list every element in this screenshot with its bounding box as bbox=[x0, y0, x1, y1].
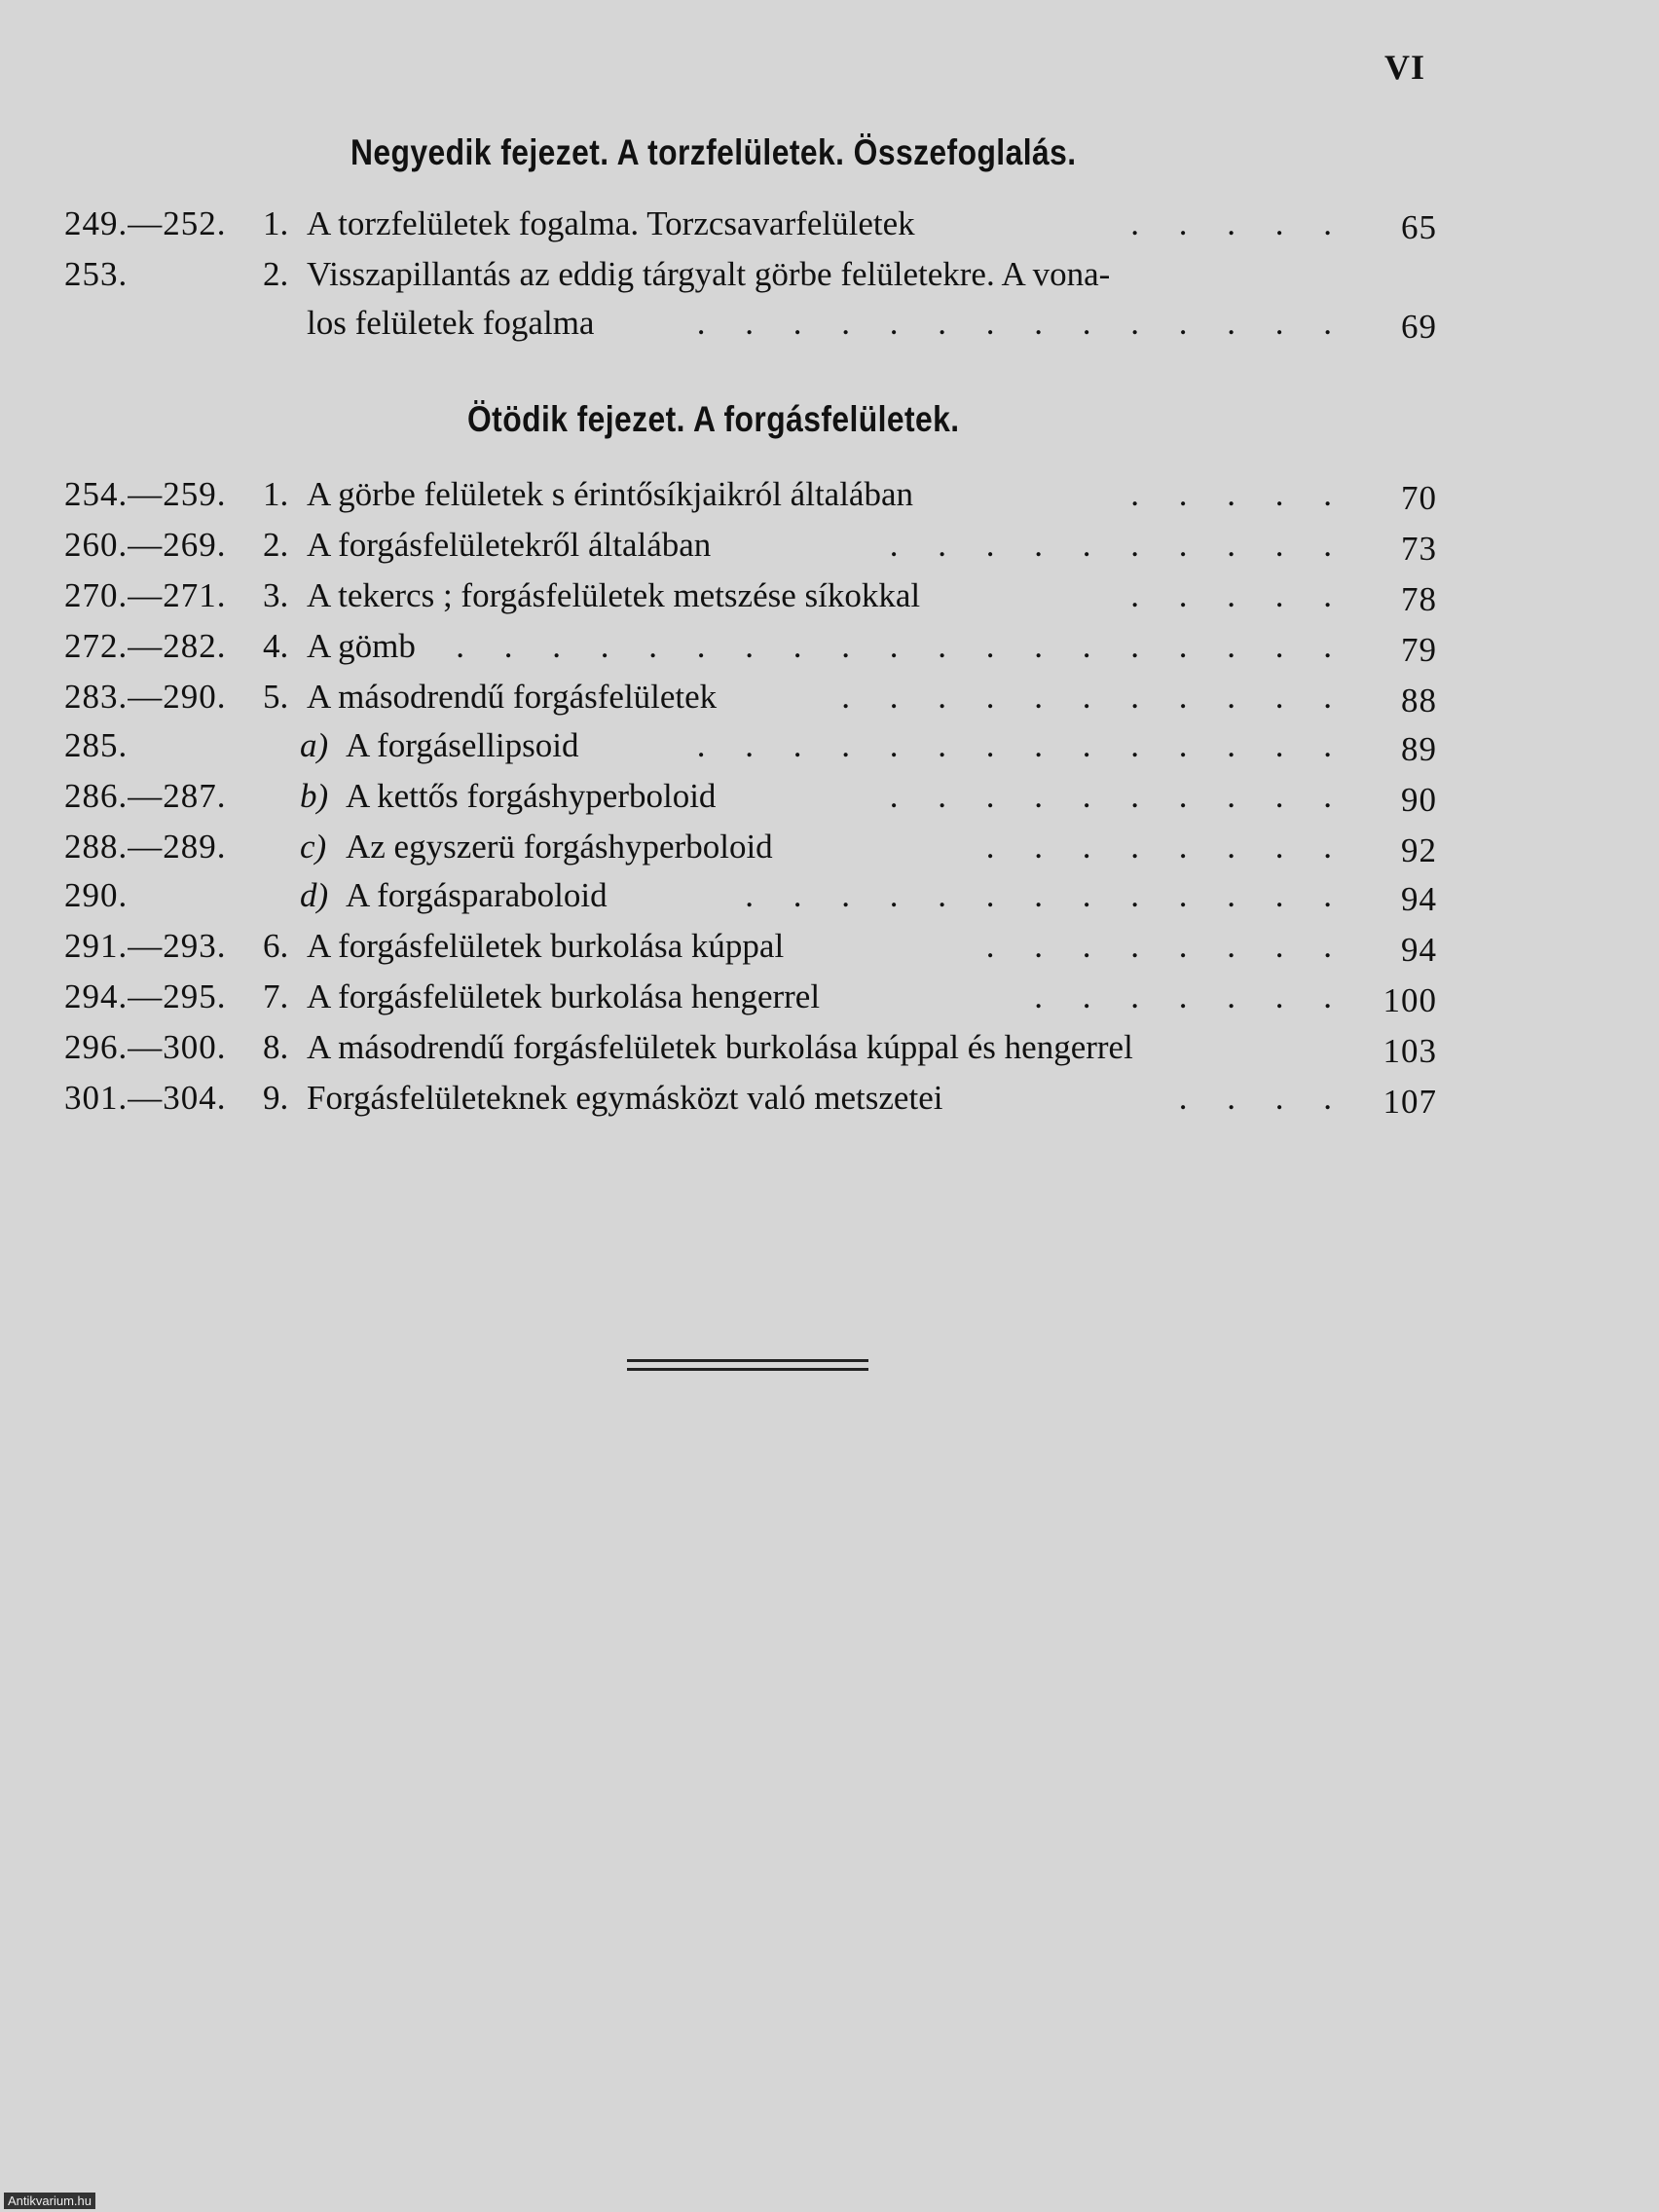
toc-range: 249.—252. bbox=[64, 204, 227, 242]
toc-range: 272.—282. bbox=[64, 627, 227, 665]
toc-leader: . . . . . bbox=[1130, 204, 1347, 242]
toc-page: 107 bbox=[1382, 1083, 1437, 1121]
toc-title: A forgásfelületekről általában bbox=[307, 526, 712, 564]
toc-title: Forgásfelületeknek egymásközt való metszetei bbox=[307, 1079, 943, 1117]
toc-number: 7. bbox=[263, 977, 289, 1015]
toc-entry bbox=[58, 974, 1441, 1020]
toc-title: A kettős forgáshyperboloid bbox=[346, 777, 717, 815]
toc-title: A gömb bbox=[307, 627, 416, 665]
toc-range: 286.—287. bbox=[64, 777, 227, 815]
toc-entry bbox=[58, 773, 1441, 820]
toc-title: A másodrendű forgásfelületek burkolása kúppal és hengerrel bbox=[307, 1028, 1133, 1066]
toc-entry bbox=[58, 824, 1441, 870]
toc-number: 8. bbox=[263, 1028, 289, 1066]
chapter-heading-5: Ötödik fejezet. A forgásfelületek. bbox=[467, 399, 960, 439]
toc-title: A forgásparaboloid bbox=[346, 876, 608, 914]
toc-title: Az egyszerü forgáshyperboloid bbox=[346, 828, 773, 866]
toc-page: 103 bbox=[1382, 1032, 1437, 1070]
toc-page: 92 bbox=[1401, 831, 1437, 869]
toc-range: 254.—259. bbox=[64, 475, 227, 513]
toc-title: A görbe felületek s érintősíkjaikról általában bbox=[307, 475, 913, 513]
toc-range: 291.—293. bbox=[64, 927, 227, 965]
closing-rule-bottom bbox=[627, 1368, 868, 1371]
toc-range: 296.—300. bbox=[64, 1028, 227, 1066]
toc-title: A másodrendű forgásfelületek bbox=[307, 678, 718, 716]
toc-title: A torzfelületek fogalma. Torzcsavarfelületek bbox=[307, 204, 915, 242]
toc-number: 6. bbox=[263, 927, 289, 965]
toc-range: 253. bbox=[64, 255, 129, 293]
toc-number: 1. bbox=[263, 204, 289, 242]
toc-entry bbox=[58, 674, 1441, 720]
toc-leader: . . . . . bbox=[1130, 576, 1347, 614]
toc-title: A forgásfelületek burkolása hengerrel bbox=[307, 977, 821, 1015]
toc-range: 288.—289. bbox=[64, 828, 227, 866]
toc-leader: . . . . bbox=[1178, 1079, 1347, 1117]
toc-title: A tekercs ; forgásfelületek metszése síkokkal bbox=[307, 576, 921, 614]
toc-leader: . . . . . . . . . . . bbox=[841, 678, 1347, 716]
toc-title: los felületek fogalma bbox=[307, 304, 595, 342]
toc-page: 69 bbox=[1401, 308, 1437, 346]
toc-title: Visszapillantás az eddig tárgyalt görbe felületekre. A vona- bbox=[307, 255, 1111, 293]
toc-range: 290. bbox=[64, 876, 129, 914]
toc-leader: . . . . . . . . . . . . . . bbox=[696, 304, 1347, 342]
toc-entry bbox=[58, 251, 1441, 298]
toc-number: 5. bbox=[263, 678, 289, 716]
toc-entry bbox=[58, 1075, 1441, 1122]
toc-entry bbox=[58, 471, 1441, 518]
page-number: VI bbox=[1384, 48, 1426, 87]
toc-title: A forgásellipsoid bbox=[346, 726, 579, 764]
toc-leader: . . . . . . . . . . . . . bbox=[745, 876, 1347, 914]
toc-page: 79 bbox=[1401, 631, 1437, 669]
toc-page: 90 bbox=[1401, 781, 1437, 819]
toc-subletter: b) bbox=[300, 777, 329, 815]
toc-range: 283.—290. bbox=[64, 678, 227, 716]
toc-range: 260.—269. bbox=[64, 526, 227, 564]
toc-entry bbox=[58, 923, 1441, 970]
toc-leader: . . . . . . . . . . . . . . . . . . . bbox=[456, 627, 1347, 665]
toc-page: 88 bbox=[1401, 682, 1437, 719]
toc-entry-continuation bbox=[58, 300, 1441, 347]
toc-page: 70 bbox=[1401, 479, 1437, 517]
toc-entry bbox=[58, 522, 1441, 569]
watermark: Antikvarium.hu bbox=[4, 2193, 95, 2209]
toc-number: 2. bbox=[263, 526, 289, 564]
toc-subletter: a) bbox=[300, 726, 329, 764]
toc-entry bbox=[58, 623, 1441, 670]
toc-leader: . . . . . . . . . . bbox=[889, 777, 1347, 815]
toc-page: 78 bbox=[1401, 580, 1437, 618]
toc-entry bbox=[58, 722, 1441, 769]
toc-entry bbox=[58, 572, 1441, 619]
toc-leader: . . . . . . . . . . . . . . bbox=[696, 726, 1347, 764]
toc-number: 2. bbox=[263, 255, 289, 293]
toc-entry bbox=[58, 872, 1441, 919]
toc-number: 3. bbox=[263, 576, 289, 614]
toc-leader: . . . . . . . . bbox=[985, 927, 1347, 965]
toc-range: 285. bbox=[64, 726, 129, 764]
toc-page: 65 bbox=[1401, 208, 1437, 246]
toc-title: A forgásfelületek burkolása kúppal bbox=[307, 927, 785, 965]
toc-entry bbox=[58, 201, 1441, 247]
toc-page: 94 bbox=[1401, 880, 1437, 918]
toc-leader: . . . . . . . . bbox=[985, 828, 1347, 866]
closing-rule-top bbox=[627, 1359, 868, 1362]
toc-number: 1. bbox=[263, 475, 289, 513]
toc-number: 4. bbox=[263, 627, 289, 665]
toc-subletter: c) bbox=[300, 828, 327, 866]
toc-leader: . . . . . . . . . . bbox=[889, 526, 1347, 564]
toc-range: 270.—271. bbox=[64, 576, 227, 614]
toc-page: 89 bbox=[1401, 730, 1437, 768]
toc-page: 100 bbox=[1382, 981, 1437, 1019]
chapter-heading-4: Negyedik fejezet. A torzfelületek. Összefoglalás. bbox=[350, 132, 1077, 172]
toc-page: 94 bbox=[1401, 931, 1437, 969]
toc-leader: . . . . . . . bbox=[1034, 977, 1347, 1015]
toc-range: 301.—304. bbox=[64, 1079, 227, 1117]
toc-number: 9. bbox=[263, 1079, 289, 1117]
toc-entry bbox=[58, 1024, 1441, 1071]
toc-range: 294.—295. bbox=[64, 977, 227, 1015]
toc-page: 73 bbox=[1401, 530, 1437, 568]
toc-leader: . . . . . bbox=[1130, 475, 1347, 513]
toc-subletter: d) bbox=[300, 876, 329, 914]
